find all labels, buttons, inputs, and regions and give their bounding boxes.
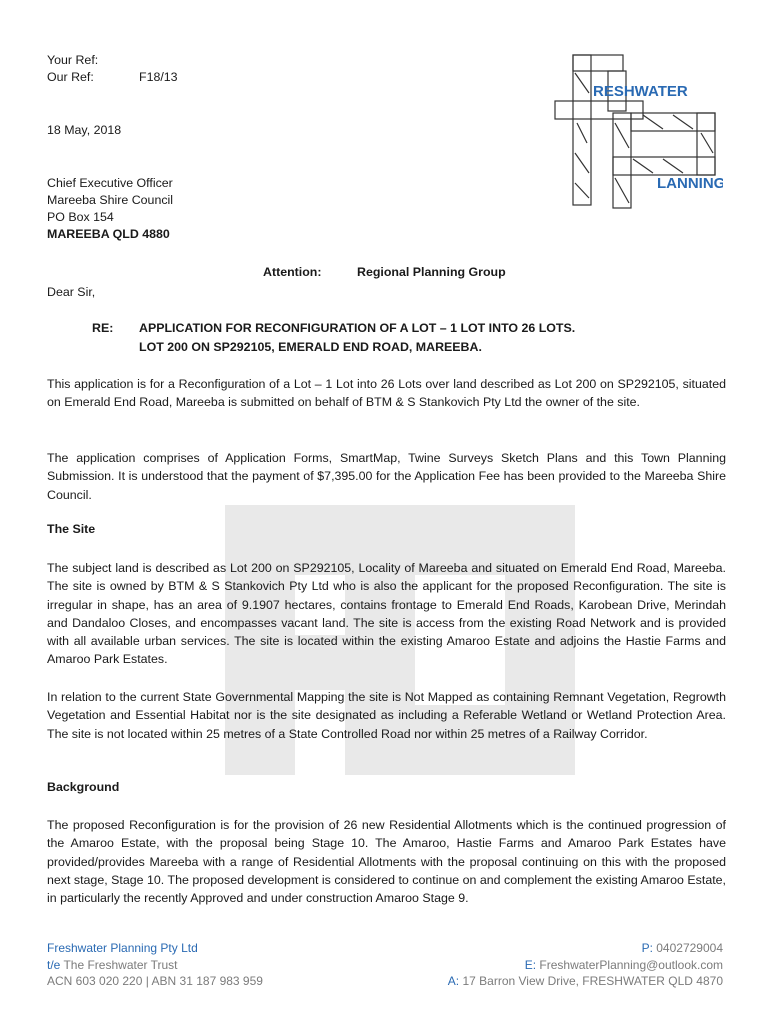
footer-address-value: 17 Barron View Drive, FRESHWATER QLD 4870 [462, 974, 723, 988]
footer-contact-info [448, 940, 723, 990]
footer-email [448, 957, 723, 974]
logo-word-freshwater: RESHWATER [593, 83, 688, 100]
footer-te-label: t/e [47, 957, 61, 972]
footer-phone-value: 0402729004 [656, 941, 723, 955]
logo-word-planning: LANNING [657, 175, 723, 192]
paragraph-site-2: In relation to the current State Governmental Mapping the site is Not Mapped as containing Remnant Vegetation, Regrowth Vegetation and Essential Habitat nor is the site designated as including a Referable Wetland or Wetland Protection Area. The site is not located within 25 metres of a State Controlled Road nor within 25 metres of a Railway Corridor. [47, 690, 726, 741]
paragraph-site-1: The subject land is described as Lot 200 on SP292105, Locality of Mareeba and situated on Emerald End Road, Mareeba. The site is owned by BTM & S Stankovich Pty Ltd who is also the applicant for the proposed Reconfiguration. The site is irregular in shape, has an area of 9.1907 hectares, contains frontage to Emerald End Roads, Karobean Drive, Merindah and Dandaloo Closes, and encompasses vacant land. The site is access from the existing Road Network and is provided with all available urban services. The site is located within the existing Amaroo Estate and adjoins the Hastie Farms and Amaroo Park Estates. [47, 561, 726, 667]
footer-acn-abn: ACN 603 020 220 | ABN 31 187 983 959 [47, 974, 263, 988]
re-line2: LOT 200 ON SP292105, EMERALD END ROAD, MAREEBA. [139, 340, 482, 354]
freshwater-planning-logo [553, 53, 723, 216]
paragraph-intro: This application is for a Reconfiguration of a Lot – 1 Lot into 26 Lots over land described as Lot 200 on SP292105, situated on Emerald End Road, Mareeba is submitted on behalf of BTM & S Stankovich Pty Ltd the owner of the site. [47, 377, 726, 410]
our-ref [47, 69, 94, 86]
re-line1: APPLICATION FOR RECONFIGURATION OF A LOT – 1 LOT INTO 26 LOTS. [139, 321, 576, 335]
footer-address [448, 973, 723, 990]
footer-email-value: FreshwaterPlanning@outlook.com [539, 957, 723, 972]
recipient-line1: Chief Executive Officer [47, 176, 173, 190]
paragraph-background: The proposed Reconfiguration is for the provision of 26 new Residential Allotments which is the continued progression of the Amaroo Estate, with the proposal being Stage 10. The Amaroo, Hastie Farms and Amaroo Park Estates have provided/provides Mareeba with a range of Residential Allotments with the proposal continuing on this with the proposed next stage, Stage 10. The proposed development is considered to continue on and complement the existing Amaroo Estate, in particularly the recently Approved and under construction Amaroo Stage 9. [47, 818, 726, 906]
attention-label: Attention: [263, 265, 322, 279]
re-label: RE: [92, 321, 114, 335]
paragraph-application: The application comprises of Application Forms, SmartMap, Twine Surveys Sketch Plans and this Town Planning Submission. It is understood that the payment of $7,395.00 for the Application Fee has been provided to the Mareeba Shire Council. [47, 451, 726, 502]
our-ref-label: Our Ref: [47, 70, 94, 84]
footer-trading-entity [47, 957, 263, 974]
your-ref-label: Your Ref: [47, 53, 99, 67]
recipient-line2: Mareeba Shire Council [47, 193, 174, 207]
salutation: Dear Sir, [47, 285, 96, 299]
attention-value: Regional Planning Group [357, 265, 506, 279]
recipient-line4: MAREEBA QLD 4880 [47, 227, 170, 241]
footer-company-info [47, 940, 263, 990]
footer-te-value: The Freshwater Trust [63, 957, 178, 972]
footer-phone-label: P: [641, 941, 653, 955]
recipient-line3: PO Box 154 [47, 210, 114, 224]
heading-background: Background [47, 780, 120, 794]
footer-phone [448, 940, 723, 957]
recipient-address [47, 175, 173, 243]
heading-the-site: The Site [47, 522, 96, 536]
footer-address-label: A: [447, 974, 460, 988]
footer-company-name: Freshwater Planning Pty Ltd [47, 941, 198, 955]
letter-date: 18 May, 2018 [47, 123, 122, 137]
our-ref-value: F18/13 [139, 70, 178, 84]
your-ref [47, 52, 98, 69]
footer-email-label: E: [524, 957, 537, 972]
